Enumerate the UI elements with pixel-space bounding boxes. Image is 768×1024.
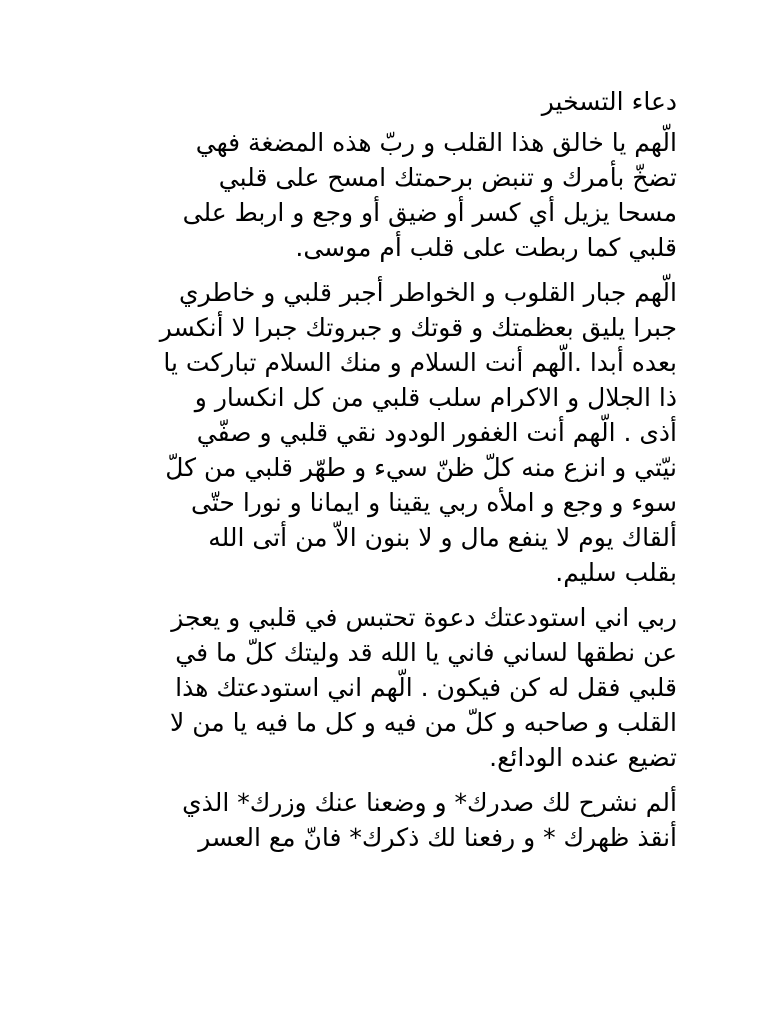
text-line: بعده أبدا .الّهم أنت السلام و منك السلام تباركت يا — [163, 348, 677, 377]
text-line: الّهم جبار القلوب و الخواطر أجبر قلبي و خاطري — [179, 278, 677, 307]
text-line: ذا الجلال و الاكرام سلب قلبي من كل انكسار و — [194, 383, 677, 412]
paragraph-4 — [95, 785, 677, 855]
text-line: ربي اني استودعتك دعوة تحتبس في قلبي و يعجز — [171, 603, 677, 632]
paragraph-1 — [95, 125, 677, 265]
paragraph-3 — [95, 600, 677, 775]
text-line: ألم نشرح لك صدرك* و وضعنا عنك وزرك* الذي — [182, 788, 677, 817]
text-line: القلب و صاحبه و كلّ من فيه و كل ما فيه يا من لا — [170, 708, 677, 737]
text-line: ألقاك يوم لا ينفع مال و لا بنون الاّ من أتى الله — [208, 523, 677, 552]
text-line: جبرا يليق بعظمتك و قوتك و جبروتك جبرا لا أنكسر — [159, 313, 677, 342]
text-line: الّهم يا خالق هذا القلب و ربّ هذه المضغة فهي — [195, 128, 677, 157]
text-line: أذى . الّهم أنت الغفور الودود نقي قلبي و صفّي — [196, 418, 677, 447]
text-line: قلبي فقل له كن فيكون . الّهم اني استودعتك هذا — [175, 673, 677, 702]
text-line: بقلب سليم. — [555, 558, 677, 587]
text-line: أنقذ ظهرك * و رفعنا لك ذكرك* فانّ مع العسر — [198, 823, 677, 852]
text-line: عن نطقها لساني فاني يا الله قد وليتك كلّ ما في — [175, 638, 677, 667]
text-line: تضيع عنده الودائع. — [489, 743, 677, 772]
text-line: تضخّ بأمرك و تنبض برحمتك امسح على قلبي — [218, 163, 677, 192]
text-line: مسحا يزيل أي كسر أو ضيق أو وجع و اربط على — [182, 198, 677, 227]
document-title: دعاء التسخير — [541, 87, 677, 116]
text-line: نيّتي و انزع منه كلّ ظنّ سيء و طهّر قلبي من كلّ — [165, 453, 677, 482]
text-line: سوء و وجع و املأه ربي يقينا و ايمانا و نورا حتّى — [191, 488, 677, 517]
document-page — [95, 84, 677, 865]
paragraph-2 — [95, 275, 677, 590]
text-line: قلبي كما ربطت على قلب أم موسى. — [295, 233, 677, 262]
